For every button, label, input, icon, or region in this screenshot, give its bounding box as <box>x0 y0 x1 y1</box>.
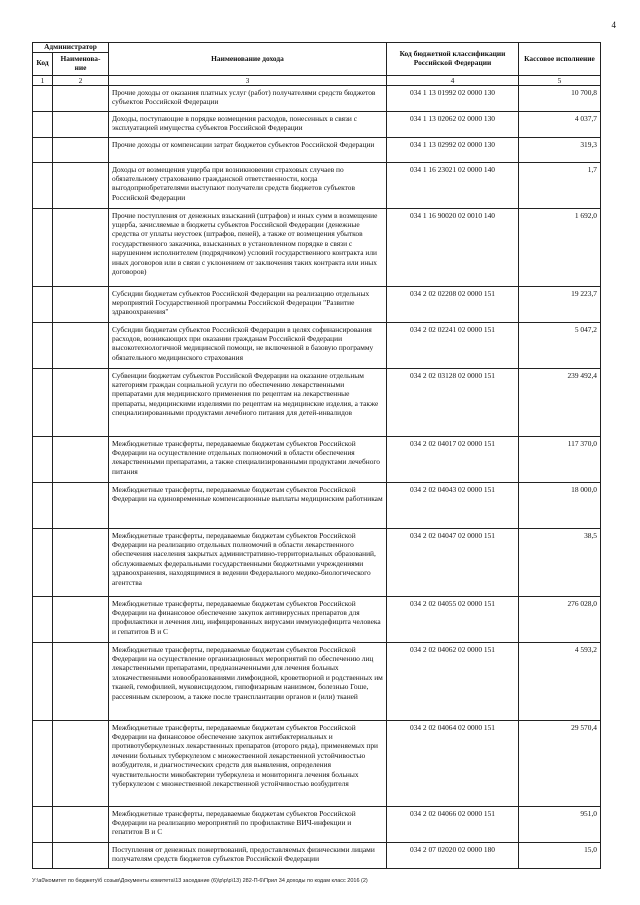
amount-cell: 276 028,0 <box>519 596 601 642</box>
administrator-header: Администратор <box>33 43 109 53</box>
admin-code-cell <box>33 596 53 642</box>
amount-cell: 951,0 <box>519 806 601 842</box>
amount-cell: 1,7 <box>519 162 601 208</box>
admin-code-cell <box>33 85 53 111</box>
table-row <box>33 111 601 137</box>
admin-code-cell <box>33 286 53 322</box>
income-name-cell: Прочие доходы от оказания платных услуг (работ) получателями средств бюджетов субъектов Российской Федерации <box>109 85 387 111</box>
amount-cell: 5 047,2 <box>519 322 601 368</box>
table-row <box>33 286 601 322</box>
budget-code-cell: 034 1 16 90020 02 0010 140 <box>387 208 519 286</box>
income-name-cell: Прочие поступления от денежных взысканий (штрафов) и иных сумм в возмещение ущерба, зачисляемые в бюджеты субъектов Российской Федерации (денежные средства от уплаты неустоек (штрафов, пеней), а также от возмещения убытков государственного заказчика, взысканных в установленном порядке в связи с нарушением исполнителем (подрядчиком) условий государственного контракта или иных договоров или в связи с уклонением от заключения таких контракта или иных договоров) <box>109 208 387 286</box>
admin-code-cell <box>33 162 53 208</box>
admin-code-cell <box>33 137 53 162</box>
admin-name-cell <box>53 642 109 720</box>
budget-code-cell: 034 2 07 02020 02 0000 180 <box>387 842 519 868</box>
column-number: 2 <box>53 75 109 85</box>
admin-name-cell <box>53 436 109 482</box>
budget-code-cell: 034 2 02 04043 02 0000 151 <box>387 482 519 528</box>
admin-name-cell <box>53 482 109 528</box>
income-name-cell: Межбюджетные трансферты, передаваемые бюджетам субъектов Российской Федерации на финансовое обеспечение закупок антибактериальных и противотуберкулезных лекарственных препаратов (второго ряда), применяемых при лечении больных туберкулезом с множественной лекарственной устойчивостью возбудителя, и диагностических средств для выявления, определения чувствительности микобактерии туберкулеза и мониторинга лечения больных туберкулезом с множественной лекарственной устойчивостью возбудителя <box>109 720 387 806</box>
budget-code-header: Код бюджетной классификации Российской Федерации <box>387 43 519 76</box>
column-number: 5 <box>519 75 601 85</box>
admin-name-header: Наименова-ние <box>53 52 109 75</box>
table-row <box>33 436 601 482</box>
column-number: 1 <box>33 75 53 85</box>
amount-cell: 319,3 <box>519 137 601 162</box>
admin-name-cell <box>53 208 109 286</box>
table-row <box>33 208 601 286</box>
income-name-cell: Прочие доходы от компенсации затрат бюджетов субъектов Российской Федерации <box>109 137 387 162</box>
admin-name-cell <box>53 528 109 596</box>
amount-cell: 15,0 <box>519 842 601 868</box>
budget-code-cell: 034 2 02 03128 02 0000 151 <box>387 368 519 436</box>
admin-code-header: Код <box>33 52 53 75</box>
table-row <box>33 596 601 642</box>
admin-code-cell <box>33 368 53 436</box>
admin-code-cell <box>33 528 53 596</box>
file-path-footer: У:\a0\комитет по бюджету\б созыв\Документы комитета\13 заседание (6)\р\р\р\13) 282-П-6\Прил 34 доходы по кодам класс 2016 (2) <box>32 878 368 884</box>
admin-name-cell <box>53 596 109 642</box>
table-row <box>33 368 601 436</box>
amount-cell: 38,5 <box>519 528 601 596</box>
table-row <box>33 322 601 368</box>
budget-code-cell: 034 2 02 04062 02 0000 151 <box>387 642 519 720</box>
budget-code-cell: 034 2 02 02208 02 0000 151 <box>387 286 519 322</box>
income-name-cell: Межбюджетные трансферты, передаваемые бюджетам субъектов Российской Федерации на осуществление организационных мероприятий по обеспечению лиц лекарственными препаратами, предназначенными для лечения больных злокачественными новообразованиями лимфоидной, кроветворной и родственных им тканей, гемофилией, муковисцидозом, гипофизарным нанизмом, болезнью Гоше, рассеянным склерозом, а также после трансплантации органов и (или) тканей <box>109 642 387 720</box>
amount-cell: 29 570,4 <box>519 720 601 806</box>
table-row <box>33 642 601 720</box>
admin-name-cell <box>53 162 109 208</box>
amount-cell: 10 700,8 <box>519 85 601 111</box>
income-name-cell: Доходы, поступающие в порядке возмещения расходов, понесенных в связи с эксплуатацией имущества субъектов Российской Федерации <box>109 111 387 137</box>
budget-code-cell: 034 2 02 02241 02 0000 151 <box>387 322 519 368</box>
admin-code-cell <box>33 842 53 868</box>
income-name-cell: Поступления от денежных пожертвований, предоставляемых физическими лицами получателям средств бюджетов субъектов Российской Федерации <box>109 842 387 868</box>
budget-code-cell: 034 2 02 04066 02 0000 151 <box>387 806 519 842</box>
amount-cell: 19 223,7 <box>519 286 601 322</box>
budget-code-cell: 034 2 02 04064 02 0000 151 <box>387 720 519 806</box>
admin-code-cell <box>33 208 53 286</box>
income-name-cell: Субвенции бюджетам субъектов Российской Федерации на оказание отдельным категориям граждан социальной услуги по обеспечению лекарственными препаратами для медицинского применения по рецептам на лекарственные препараты, медицинскими изделиями по рецептам на медицинские изделия, а также специализированными продуктами лечебного питания для детей-инвалидов <box>109 368 387 436</box>
amount-cell: 117 370,0 <box>519 436 601 482</box>
admin-code-cell <box>33 436 53 482</box>
cash-execution-header: Кассовое исполнение <box>519 43 601 76</box>
amount-cell: 4 593,2 <box>519 642 601 720</box>
budget-code-cell: 034 2 02 04047 02 0000 151 <box>387 528 519 596</box>
column-number: 3 <box>109 75 387 85</box>
column-number: 4 <box>387 75 519 85</box>
admin-code-cell <box>33 482 53 528</box>
table-row <box>33 842 601 868</box>
admin-name-cell <box>53 286 109 322</box>
admin-code-cell <box>33 642 53 720</box>
budget-code-cell: 034 1 16 23021 02 0000 140 <box>387 162 519 208</box>
table-row <box>33 162 601 208</box>
table-row <box>33 528 601 596</box>
admin-code-cell <box>33 806 53 842</box>
income-name-cell: Межбюджетные трансферты, передаваемые бюджетам субъектов Российской Федерации на реализацию мероприятий по профилактике ВИЧ-инфекции и гепатитов В и С <box>109 806 387 842</box>
admin-name-cell <box>53 137 109 162</box>
budget-code-cell: 034 1 13 02992 02 0000 130 <box>387 137 519 162</box>
admin-name-cell <box>53 85 109 111</box>
income-name-cell: Межбюджетные трансферты, передаваемые бюджетам субъектов Российской Федерации на осуществление отдельных полномочий в области обеспечения лекарственными препаратами, а также специализированными продуктами лечебного питания <box>109 436 387 482</box>
table-row <box>33 482 601 528</box>
income-name-cell: Межбюджетные трансферты, передаваемые бюджетам субъектов Российской Федерации на единовременные компенсационные выплаты медицинским работникам <box>109 482 387 528</box>
table-row <box>33 720 601 806</box>
budget-code-cell: 034 2 02 04055 02 0000 151 <box>387 596 519 642</box>
amount-cell: 18 000,0 <box>519 482 601 528</box>
admin-name-cell <box>53 806 109 842</box>
column-numbers-row <box>33 75 601 85</box>
admin-name-cell <box>53 368 109 436</box>
amount-cell: 1 692,0 <box>519 208 601 286</box>
income-name-cell: Межбюджетные трансферты, передаваемые бюджетам субъектов Российской Федерации на финансовое обеспечение закупок антивирусных препаратов для профилактики и лечения лиц, инфицированных вирусами иммунодефицита человека и гепатитов В и С <box>109 596 387 642</box>
admin-name-cell <box>53 322 109 368</box>
table-row <box>33 806 601 842</box>
table-row <box>33 137 601 162</box>
admin-name-cell <box>53 111 109 137</box>
admin-code-cell <box>33 322 53 368</box>
income-name-cell: Доходы от возмещения ущерба при возникновении страховых случаев по обязательному страхованию гражданской ответственности, когда выгодоприобретателями выступают получатели средств бюджетов субъектов Российской Федерации <box>109 162 387 208</box>
budget-code-cell: 034 1 13 01992 02 0000 130 <box>387 85 519 111</box>
amount-cell: 239 492,4 <box>519 368 601 436</box>
income-name-cell: Субсидии бюджетам субъектов Российской Федерации на реализацию отдельных мероприятий Государственной программы Российской Федерации "Развитие здравоохранения" <box>109 286 387 322</box>
amount-cell: 4 037,7 <box>519 111 601 137</box>
admin-name-cell <box>53 842 109 868</box>
income-table <box>32 42 601 869</box>
budget-code-cell: 034 1 13 02062 02 0000 130 <box>387 111 519 137</box>
admin-name-cell <box>53 720 109 806</box>
admin-code-cell <box>33 720 53 806</box>
income-name-header: Наименование дохода <box>109 43 387 76</box>
income-name-cell: Субсидии бюджетам субъектов Российской Федерации в целях софинансирования расходов, возникающих при оказании гражданам Российской Федерации высокотехнологичной медицинской помощи, не включенной в базовую программу обязательного медицинского страхования <box>109 322 387 368</box>
income-name-cell: Межбюджетные трансферты, передаваемые бюджетам субъектов Российской Федерации на реализацию отдельных полномочий в области лекарственного обеспечения населения закрытых административно-территориальных образований, обслуживаемых федеральными государственными бюджетными учреждениями здравоохранения, находящимися в ведении Федерального медико-биологического агентства <box>109 528 387 596</box>
budget-code-cell: 034 2 02 04017 02 0000 151 <box>387 436 519 482</box>
page-number: 4 <box>611 20 616 30</box>
table-row <box>33 85 601 111</box>
admin-code-cell <box>33 111 53 137</box>
